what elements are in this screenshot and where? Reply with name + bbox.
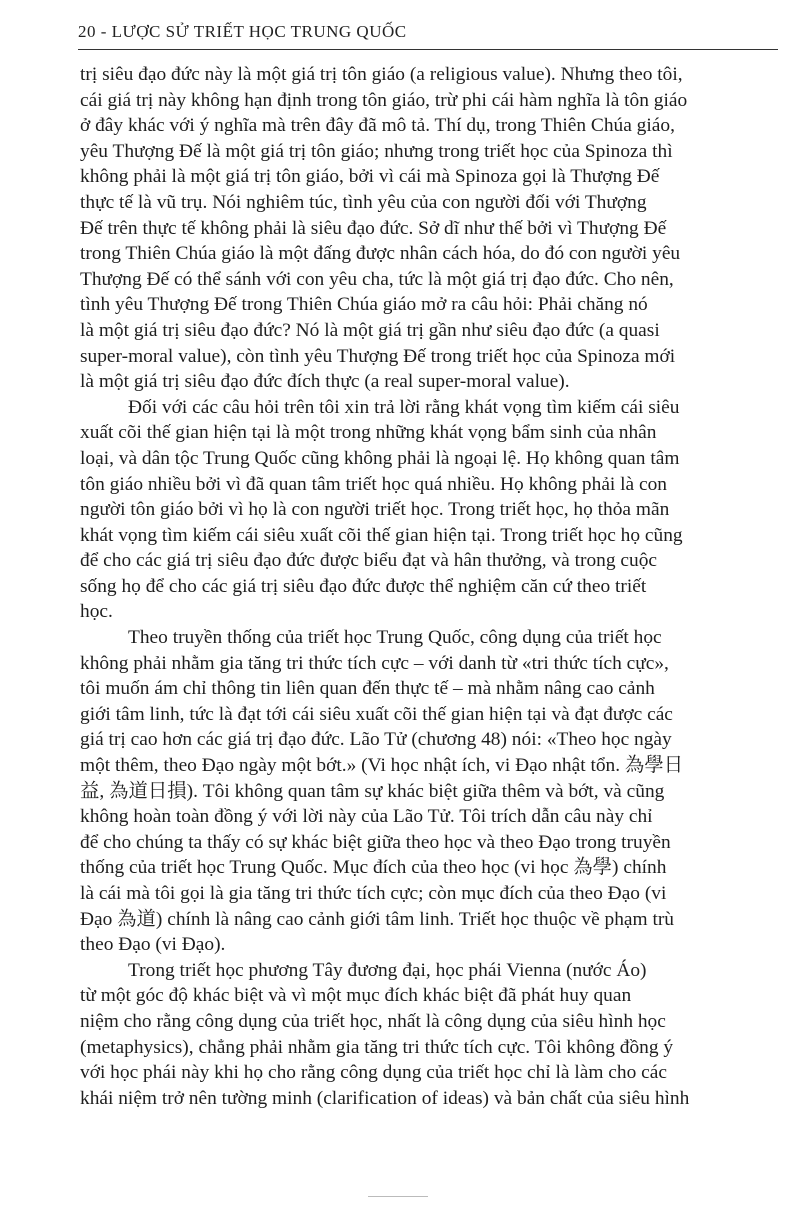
text-line: không phải nhằm gia tăng tri thức tích cực – với danh từ «tri thức tích cực», xyxy=(80,652,669,674)
text-line: Thượng Đế có thể sánh với con yêu cha, tức là một giá trị đạo đức. Cho nên, xyxy=(80,268,674,290)
text-line: yêu Thượng Đế là một giá trị tôn giáo; nhưng trong triết học của Spinoza thì xyxy=(80,140,673,162)
text-line: tình yêu Thượng Đế trong Thiên Chúa giáo mở ra câu hỏi: Phải chăng nó xyxy=(80,294,648,316)
text-line: xuất cõi thế gian hiện tại là một trong những khát vọng bẩm sinh của nhân xyxy=(80,422,657,444)
text-line: giới tâm linh, tức là đạt tới cái siêu xuất cõi thế gian hiện tại và đạt được các xyxy=(80,703,673,725)
text-line: là cái mà tôi gọi là gia tăng tri thức tích cực; còn mục đích của theo Đạo (vi xyxy=(80,883,667,904)
running-head: 20 - LƯỢC SỬ TRIẾT HỌC TRUNG QUỐC xyxy=(78,22,407,41)
paragraph-start-line: Trong triết học phương Tây đương đại, học phái Vienna (nước Áo) xyxy=(128,959,647,981)
text-line: niệm cho rằng công dụng của triết học, nhất là công dụng của siêu hình học xyxy=(80,1010,666,1032)
text-line: trong Thiên Chúa giáo là một đấng được nhân cách hóa, do đó con người yêu xyxy=(80,243,681,265)
text-line: khát vọng tìm kiếm cái siêu xuất cõi thế gian hiện tại. Trong triết học họ cũng xyxy=(80,524,683,546)
header-rule xyxy=(78,49,778,50)
text-line: khái niệm trở nên tường minh (clarification of ideas) và bản chất của siêu hình xyxy=(80,1087,690,1109)
paragraph-start-line: Đối với các câu hỏi trên tôi xin trả lời rằng khát vọng tìm kiếm cái siêu xyxy=(128,396,680,418)
text-line: super-moral value), còn tình yêu Thượng Đế trong triết học của Spinoza mới xyxy=(80,345,676,367)
text-line: học. xyxy=(80,601,113,623)
text-line: 益, 為道日損). Tôi không quan tâm sự khác biệt giữa thêm và bớt, và cũng xyxy=(80,780,665,802)
text-line: để cho các giá trị siêu đạo đức được biểu đạt và hân thưởng, và trong cuộc xyxy=(80,550,658,572)
text-line: Đạo 為道) chính là nâng cao cảnh giới tâm linh. Triết học thuộc về phạm trù xyxy=(80,908,674,930)
text-line: sống họ để cho các giá trị siêu đạo đức được thể nghiệm căn cứ theo triết xyxy=(80,575,647,597)
text-line: thực tế là vũ trụ. Nói nghiêm túc, tình yêu của con người đối với Thượng xyxy=(80,191,647,213)
text-line: Đế trên thực tế không phải là siêu đạo đức. Sở dĩ như thế bởi vì Thượng Đế xyxy=(80,217,667,239)
text-line: người tôn giáo bởi vì họ là con người triết học. Trong triết học, họ thỏa mãn xyxy=(80,499,670,521)
text-line: thống của triết học Trung Quốc. Mục đích của theo học (vi học 為學) chính xyxy=(80,857,667,879)
text-line: tôi muốn ám chỉ thông tin liên quan đến thực tế – mà nhằm nâng cao cảnh xyxy=(80,678,655,700)
text-line: là một giá trị siêu đạo đức? Nó là một giá trị gần như siêu đạo đức (a quasi xyxy=(80,319,660,341)
text-line: với học phái này khi họ cho rằng công dụng của triết học chỉ là làm cho các xyxy=(80,1062,667,1084)
text-line: cái giá trị này không hạn định trong tôn giáo, trừ phi cái hàm nghĩa là tôn giáo xyxy=(80,89,688,111)
text-line: không hoàn toàn đồng ý với lời này của Lão Tử. Tôi trích dẫn câu này chỉ xyxy=(80,806,653,828)
text-line: không phải là một giá trị tôn giáo, bởi vì cái mà Spinoza gọi là Thượng Đế xyxy=(80,166,660,188)
text-line: từ một góc độ khác biệt và vì một mục đích khác biệt đã phát huy quan xyxy=(80,985,632,1007)
text-line: ở đây khác với ý nghĩa mà trên đây đã mô tả. Thí dụ, trong Thiên Chúa giáo, xyxy=(80,115,675,137)
body-text xyxy=(80,62,780,1111)
text-line: một thêm, theo Đạo ngày một bớt.» (Vi học nhật ích, vi Đạo nhật tổn. 為學日 xyxy=(80,755,684,777)
paragraph-start-line: Theo truyền thống của triết học Trung Quốc, công dụng của triết học xyxy=(128,627,662,649)
text-line: loại, và dân tộc Trung Quốc cũng không phải là ngoại lệ. Họ không quan tâm xyxy=(80,447,680,469)
text-line: trị siêu đạo đức này là một giá trị tôn giáo (a religious value). Nhưng theo tôi, xyxy=(80,64,683,85)
text-line: là một giá trị siêu đạo đức đích thực (a real super-moral value). xyxy=(80,371,570,393)
text-line: (metaphysics), chẳng phải nhằm gia tăng tri thức tích cực. Tôi không đồng ý xyxy=(80,1036,674,1058)
page-bottom-mark xyxy=(368,1196,428,1197)
text-line: theo Đạo (vi Đạo). xyxy=(80,934,226,956)
text-line: tôn giáo nhiều bởi vì đã quan tâm triết học quá nhiều. Họ không phải là con xyxy=(80,473,667,495)
text-line: để cho chúng ta thấy có sự khác biệt giữa theo học và theo Đạo trong truyền xyxy=(80,831,671,853)
text-line: giá trị cao hơn các giá trị đạo đức. Lão Tử (chương 48) nói: «Theo học ngày xyxy=(80,729,672,751)
